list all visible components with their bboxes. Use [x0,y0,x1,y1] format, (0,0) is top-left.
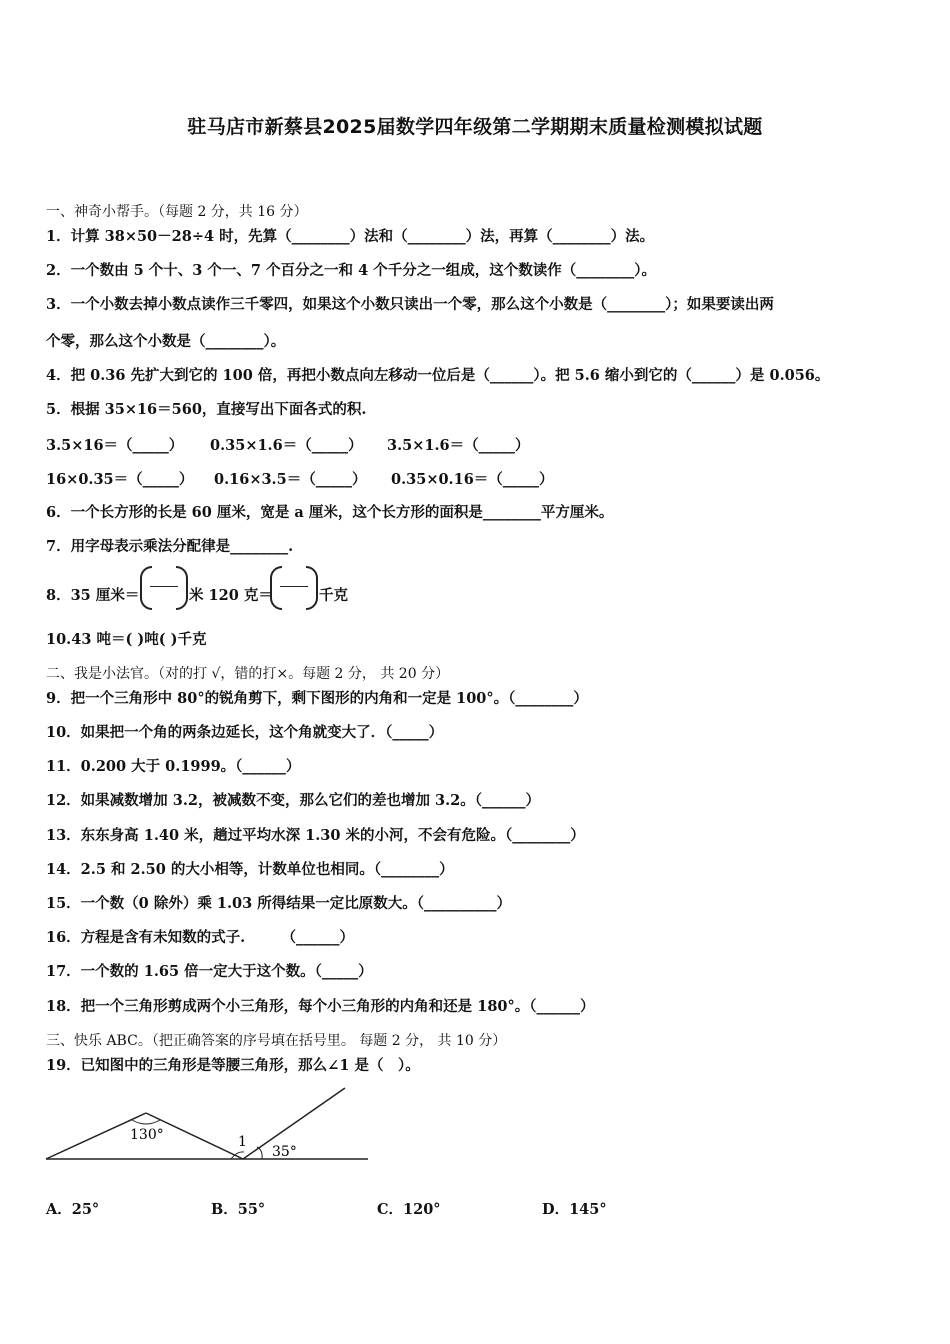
q5-item: 3.5×16＝（_____） [46,437,184,454]
q8-prefix: 8．35 厘米＝ [46,587,140,604]
question-14: 14．2.5 和 2.50 的大小相等，计数单位也相同。（________） [46,861,454,878]
apex-angle-label: 130° [130,1127,164,1143]
question-17: 17．一个数的 1.65 倍一定大于这个数。（_____） [46,963,373,980]
choice-c[interactable]: C．120° [377,1201,441,1218]
question-10: 10．如果把一个角的两条边延长，这个角就变大了．（_____） [46,724,444,741]
angle-1-label: 1 [238,1134,247,1150]
choice-d[interactable]: D．145° [542,1201,607,1218]
q8-mid: 米 120 克＝ [189,587,273,604]
question-3-line-1: 3．一个小数去掉小数点读作三千零四，如果这个小数只读出一个零，那么这个小数是（________）；如果要读出两 [46,296,774,313]
question-4: 4．把 0.36 先扩大到它的 100 倍，再把小数点向左移动一位后是（______）。把 5.6 缩小到它的（______）是 0.056。 [46,367,830,384]
question-2: 2．一个数由 5 个十、3 个一、7 个百分之一和 4 个千分之一组成，这个数读作（________）。 [46,262,656,279]
choice-b[interactable]: B．55° [211,1201,266,1218]
question-1: 1．计算 38×50－28÷4 时，先算（________）法和（________）法，再算（________）法。 [46,228,655,245]
question-18: 18．把一个三角形剪成两个小三角形，每个小三角形的内角和还是 180°。（______） [46,998,595,1015]
question-13: 13．东东身高 1.40 米，趟过平均水深 1.30 米的小河，不会有危险。（________） [46,827,585,844]
q5-item: 0.35×1.6＝（_____） [210,437,363,454]
q5-item: 3.5×1.6＝（_____） [387,437,530,454]
apex-angle-arc [132,1120,160,1124]
choice-a[interactable]: A．25° [46,1201,100,1218]
question-12: 12．如果减数增加 3.2，被减数不变，那么它们的差也增加 3.2。（______） [46,792,540,809]
question-7: 7．用字母表示乘法分配律是________. [46,538,294,555]
question-8-part-2: 10.43 吨＝( )吨( )千克 [46,631,207,648]
q5-item: 0.35×0.16＝（_____） [391,471,554,488]
question-6: 6．一个长方形的长是 60 厘米，宽是 a 厘米，这个长方形的面积是________平方厘米。 [46,504,614,521]
question-11: 11．0.200 大于 0.1999。（______） [46,758,301,775]
page-title: 驻马店市新蔡县2025届数学四年级第二学期期末质量检测模拟试题 [187,116,763,138]
section-3-heading: 三、快乐 ABC。（把正确答案的序号填在括号里。 每题 2 分， 共 10 分） [46,1033,507,1049]
isosceles-triangle-figure [40,1080,380,1170]
q8-suffix: 千克 [319,587,348,604]
q5-item: 16×0.35＝（_____） [46,471,194,488]
question-16: 16．方程是含有未知数的式子. （______） [46,929,354,946]
question-15: 15．一个数（0 除外）乘 1.03 所得结果一定比原数大。（__________） [46,895,511,912]
fraction-blank [140,566,188,610]
q5-item: 0.16×3.5＝（_____） [214,471,367,488]
question-5: 5．根据 35×16＝560，直接写出下面各式的积. [46,401,367,418]
fraction-blank [270,566,318,610]
section-2-heading: 二、我是小法官。（对的打 √，错的打×。每题 2 分， 共 20 分） [46,666,450,682]
question-9: 9．把一个三角形中 80°的锐角剪下，剩下图形的内角和一定是 100°。（________） [46,690,588,707]
angle-35-label: 35° [272,1144,297,1160]
question-3-line-2: 个零，那么这个小数是（________）。 [46,333,286,350]
question-19: 19．已知图中的三角形是等腰三角形，那么∠1 是（ ）。 [46,1057,420,1074]
section-1-heading: 一、神奇小帮手。（每题 2 分，共 16 分） [46,204,308,220]
